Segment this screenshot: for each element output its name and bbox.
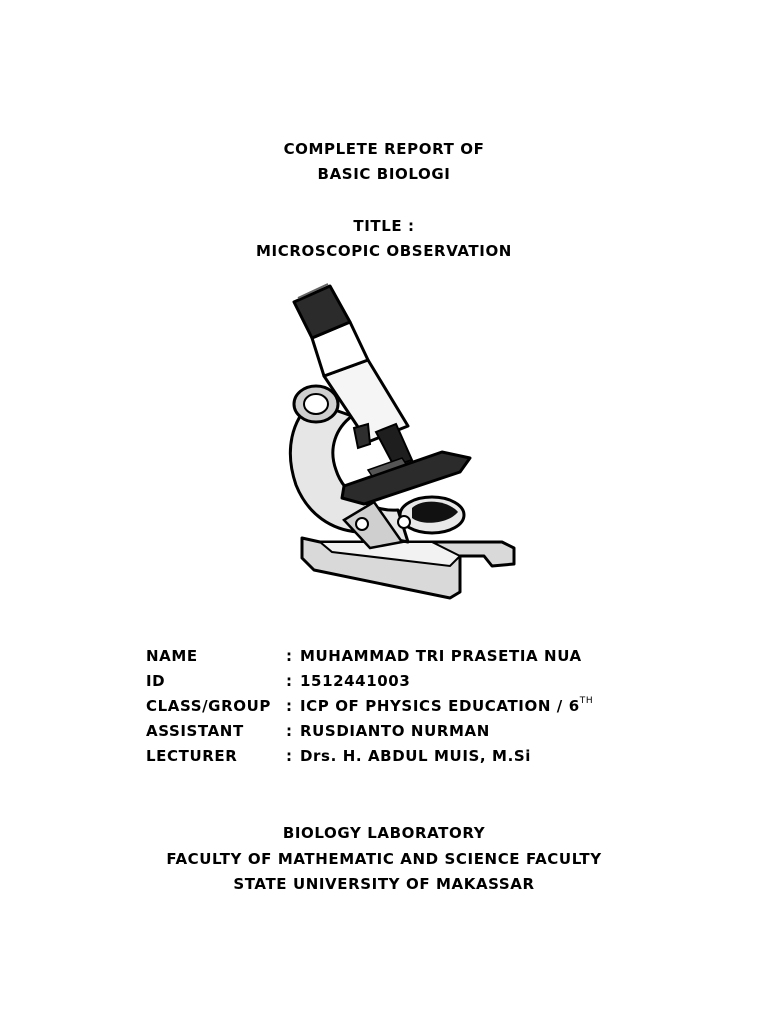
report-heading-line1: COMPLETE REPORT OF: [283, 140, 485, 158]
assistant-value: RUSDIANTO NURMAN: [300, 722, 490, 740]
id-label: ID: [146, 672, 166, 690]
footer-line3: STATE UNIVERSITY OF MAKASSAR: [233, 875, 535, 893]
separator: :: [286, 647, 293, 665]
separator: :: [286, 672, 293, 690]
info-row-class: [146, 696, 666, 721]
class-value: ICP OF PHYSICS EDUCATION / 6: [300, 697, 580, 715]
id-value: 1512441003: [300, 672, 411, 690]
assistant-label: ASSISTANT: [146, 722, 244, 740]
lecturer-label: LECTURER: [146, 747, 238, 765]
name-label: NAME: [146, 647, 198, 665]
microscope-icon: [272, 280, 532, 610]
separator: :: [286, 747, 293, 765]
student-info: [146, 646, 666, 771]
separator: :: [286, 697, 293, 715]
info-row-lecturer: [146, 746, 666, 771]
info-row-assistant: [146, 721, 666, 746]
info-row-name: [146, 646, 666, 671]
footer-line1: BIOLOGY LABORATORY: [282, 824, 486, 842]
report-heading-line2: BASIC BIOLOGI: [317, 165, 451, 183]
class-value-wrap: [300, 696, 593, 721]
separator: :: [286, 722, 293, 740]
footer-line2: FACULTY OF MATHEMATIC AND SCIENCE FACULTY: [166, 850, 602, 868]
name-value: MUHAMMAD TRI PRASETIA NUA: [300, 647, 582, 665]
title-value: MICROSCOPIC OBSERVATION: [256, 242, 512, 260]
lecturer-value: Drs. H. ABDUL MUIS, M.Si: [300, 747, 532, 765]
title-label: TITLE :: [353, 217, 415, 235]
info-row-id: [146, 671, 666, 696]
class-label: CLASS/GROUP: [146, 697, 271, 715]
class-suffix: TH: [579, 696, 594, 706]
